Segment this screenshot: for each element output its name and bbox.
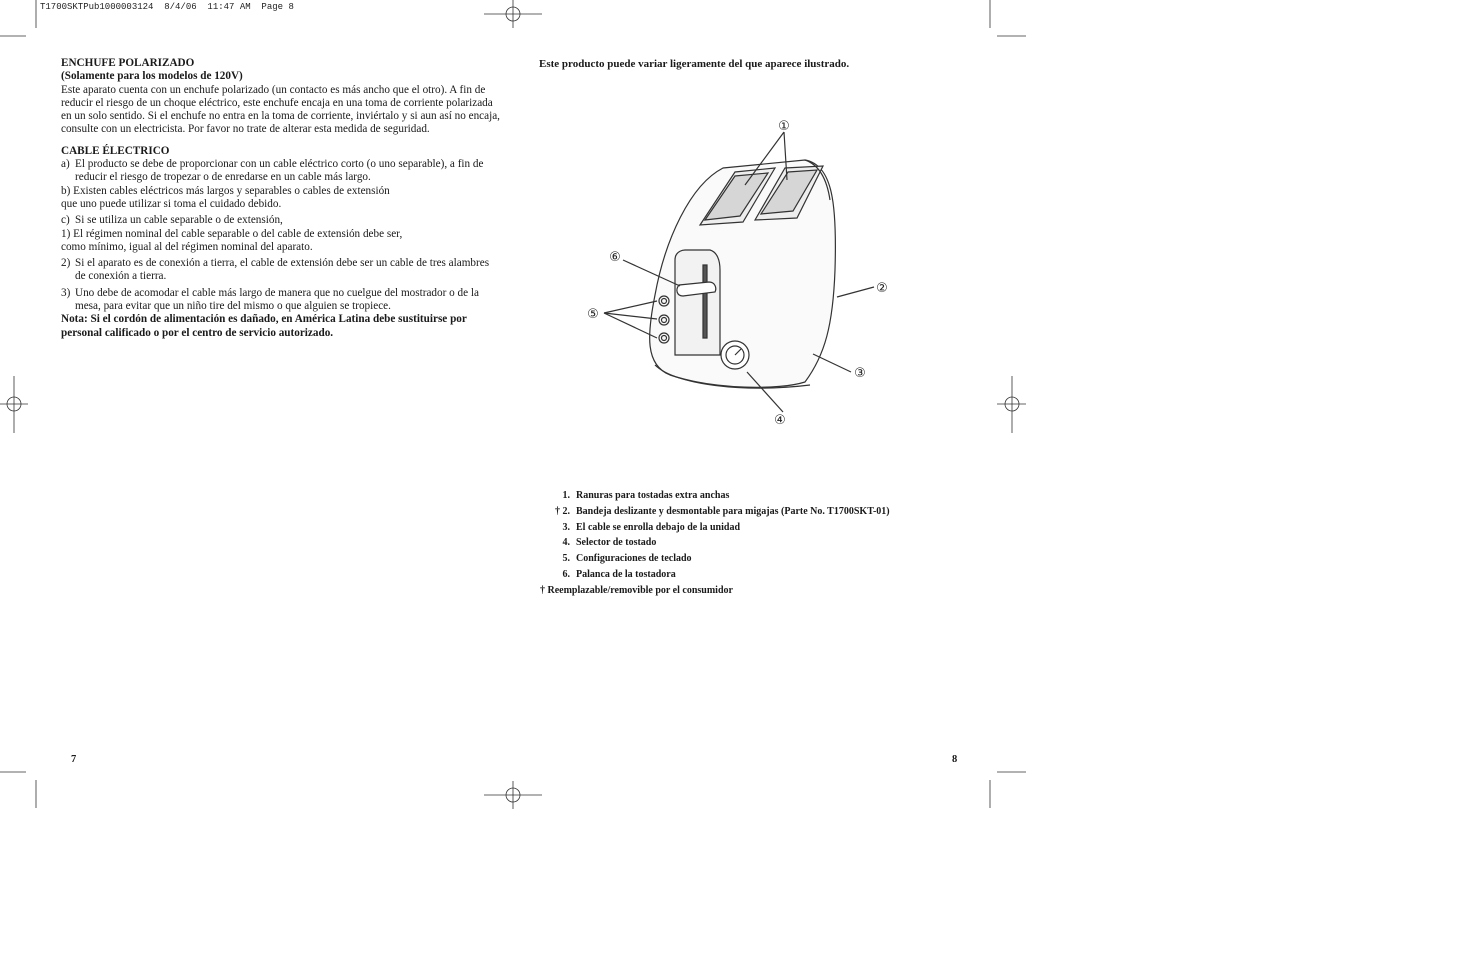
list-marker: 2): [61, 257, 71, 270]
line-1-1: 1) El régimen nominal del cable separable o del cable de extensión debe ser,: [61, 227, 403, 240]
section-subtitle: (Solamente para los modelos de 120V): [61, 70, 243, 83]
list-text: Si el aparato es de conexión a tierra, el cable de extensión debe ser un cable de tres alambres de conexión a tierra.: [75, 257, 490, 283]
list-text: El producto se debe de proporcionar con un cable eléctrico corto (o uno separable), a fin de reducir el riesgo de tropezar o de enredarse en un cable más largo.: [75, 158, 484, 184]
page-number-left: 7: [71, 754, 77, 765]
page-number-right: 8: [952, 754, 958, 765]
part-item: 3. El cable se enrolla debajo de la unidad: [562, 521, 741, 533]
line-b-2: que uno puede utilizar si toma el cuidado debido.: [61, 197, 282, 210]
line-b-1: b) Existen cables eléctricos más largos y separables o cables de extensión: [61, 184, 390, 197]
callout-1: ①: [778, 119, 790, 134]
list-marker: c): [61, 214, 70, 227]
list-marker: 3): [61, 286, 71, 299]
parts-list: [540, 488, 890, 599]
left-column: [61, 57, 501, 340]
part-item: † 2. Bandeja deslizante y desmontable para migajas (Parte No. T1700SKT-01): [555, 505, 890, 517]
illustration-disclaimer: Este producto puede variar ligeramente del que aparece ilustrado.: [539, 58, 850, 70]
line-1-2: como mínimo, igual al del régimen nominal del aparato.: [61, 240, 313, 253]
print-slug: T1700SKTPub1000003124 8/4/06 11:47 AM Page 8: [40, 2, 294, 12]
polarized-plug-body: Este aparato cuenta con un enchufe polarizado (un contacto es más ancho que el otro). A fin de reducir el riesgo de un choque eléctrico, este enchufe encaja en una toma de corriente polarizada en un solo sentido. Si el enchufe no entra en la toma de corriente, inviértalo y si aun así no encaja, consulte con un electricista. Por favor no trate de alterar esta medida de seguridad.: [61, 83, 500, 136]
toaster-diagram: [575, 110, 905, 430]
callout-4: ④: [774, 413, 786, 428]
callout-6: ⑥: [609, 250, 621, 265]
list-item-3: [61, 287, 501, 314]
list-text: Si se utiliza un cable separable o de extensión,: [75, 214, 283, 227]
parts-footnote: † Reemplazable/removible por el consumidor: [540, 584, 733, 596]
part-item: 6. Palanca de la tostadora: [562, 568, 676, 580]
list-item-c: [61, 214, 501, 227]
list-marker: a): [61, 158, 70, 171]
safety-note: Nota: Si el cordón de alimentación es dañado, en América Latina debe sustituirse por personal calificado o por el centro de servicio autorizado.: [61, 313, 467, 339]
list-item-2: [61, 257, 501, 284]
part-item: 5. Configuraciones de teclado: [562, 553, 692, 565]
list-text: Uno debe de acomodar el cable más largo de manera que no cuelgue del mostrador o de la mesa, para evitar que un niño tire del mismo o que alguien se tropiece.: [75, 286, 479, 313]
part-item: 1. Ranuras para tostadas extra anchas: [562, 490, 730, 501]
part-item: 4. Selector de tostado: [562, 537, 657, 549]
callout-2: ②: [876, 281, 888, 296]
section-title-polarized-plug: ENCHUFE POLARIZADO: [61, 57, 195, 69]
list-item-a: [61, 158, 501, 185]
section-title-cord: CABLE ÉLECTRICO: [61, 144, 170, 157]
callout-5: ⑤: [587, 307, 599, 322]
callout-3: ③: [854, 366, 866, 381]
